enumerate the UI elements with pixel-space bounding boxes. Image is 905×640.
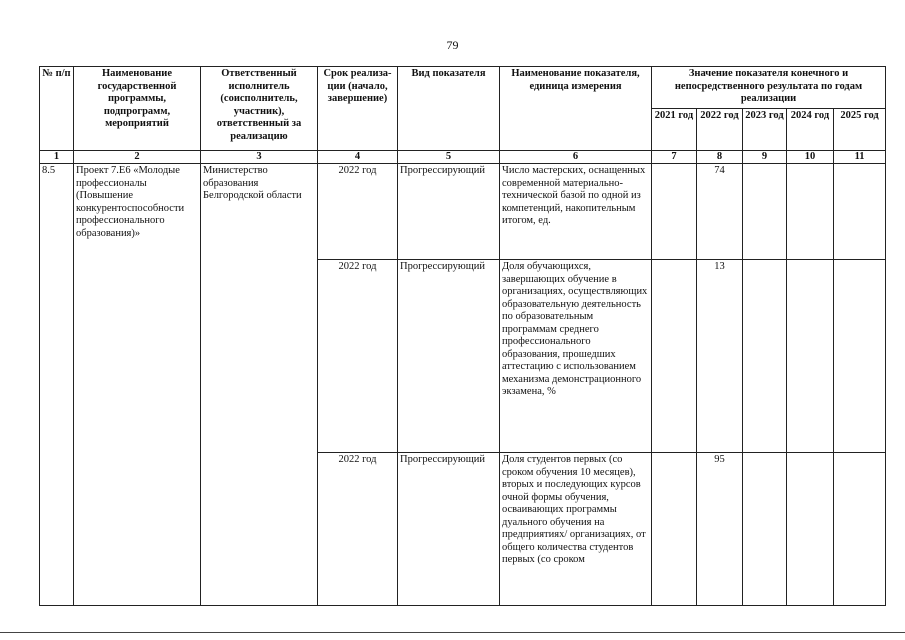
column-number: 1 — [40, 151, 74, 164]
indicator-term: 2022 год — [318, 164, 398, 260]
page-number: 79 — [446, 38, 459, 52]
header-year: 2025 год — [834, 109, 886, 151]
header-indicator-type: Вид показателя — [398, 67, 500, 151]
indicator-name: Доля студентов первых (со сроком обучения 10 месяцев), вторых и последующих курсов очной формы обучения, осваивающих программы дуального обучения на предприятиях/ организациях, от общего количества студентов первых (со сроком — [502, 454, 646, 565]
indicator-name: Доля обучающихся, завершающих обучение в организациях, осуществляющих образовательную деятельность по образовательным программам среднего профессионального образования, прошедших аттестацию с использованием механизма демонстрационного экзамена, % — [500, 260, 652, 453]
column-number: 10 — [787, 151, 834, 164]
column-number-row — [40, 151, 886, 164]
row-num: 8.5 — [40, 164, 74, 606]
indicator-type: Прогрессирующий — [398, 453, 500, 606]
header-row — [40, 67, 886, 109]
header-values-group: Значение показателя конечного и непосредственного результата по годам реализации — [652, 67, 886, 109]
indicator-type: Прогрессирующий — [398, 260, 500, 453]
indicator-value-2021 — [652, 164, 697, 260]
indicator-value-2022: 95 — [697, 453, 743, 606]
column-number: 2 — [74, 151, 201, 164]
header-year: 2022 год — [697, 109, 743, 151]
column-number: 4 — [318, 151, 398, 164]
indicator-value-2025 — [834, 453, 886, 606]
indicator-value-2025 — [834, 260, 886, 453]
header-term: Срок реализа-ции (начало, завершение) — [318, 67, 398, 151]
indicator-value-2023 — [743, 164, 787, 260]
header-num: № п/п — [40, 67, 74, 151]
header-program-name: Наименование государственной программы, подпрограмм, мероприятий — [74, 67, 201, 151]
indicator-value-2022: 13 — [697, 260, 743, 453]
column-number: 8 — [697, 151, 743, 164]
indicator-name-cell — [500, 453, 652, 606]
column-number: 9 — [743, 151, 787, 164]
indicator-value-2023 — [743, 260, 787, 453]
indicator-type: Прогрессирующий — [398, 164, 500, 260]
column-number: 11 — [834, 151, 886, 164]
header-responsible: Ответственный исполнитель (соисполнитель, участник), ответственный за реализацию — [201, 67, 318, 151]
header-year: 2023 год — [743, 109, 787, 151]
column-number: 5 — [398, 151, 500, 164]
indicator-value-2024 — [787, 453, 834, 606]
page-bottom-rule — [0, 632, 905, 633]
header-indicator-name: Наименование показателя, единица измерения — [500, 67, 652, 151]
indicator-value-2022: 74 — [697, 164, 743, 260]
column-number: 3 — [201, 151, 318, 164]
indicator-value-2021 — [652, 453, 697, 606]
table-row — [40, 164, 886, 260]
indicator-value-2024 — [787, 164, 834, 260]
row-program-name: Проект 7.Е6 «Молодые профессионалы (Повышение конкурентоспособности профессионального образования)» — [74, 164, 201, 606]
program-table — [39, 66, 886, 606]
header-year: 2024 год — [787, 109, 834, 151]
indicator-term: 2022 год — [318, 260, 398, 453]
indicator-value-2024 — [787, 260, 834, 453]
indicator-value-2025 — [834, 164, 886, 260]
indicator-value-2021 — [652, 260, 697, 453]
header-year: 2021 год — [652, 109, 697, 151]
indicator-name: Число мастерских, оснащенных современной материально-технической базой по одной из компетенций, накопительным итогом, ед. — [500, 164, 652, 260]
row-responsible: Министерство образования Белгородской области — [201, 164, 318, 606]
column-number: 7 — [652, 151, 697, 164]
indicator-value-2023 — [743, 453, 787, 606]
indicator-term: 2022 год — [318, 453, 398, 606]
column-number: 6 — [500, 151, 652, 164]
